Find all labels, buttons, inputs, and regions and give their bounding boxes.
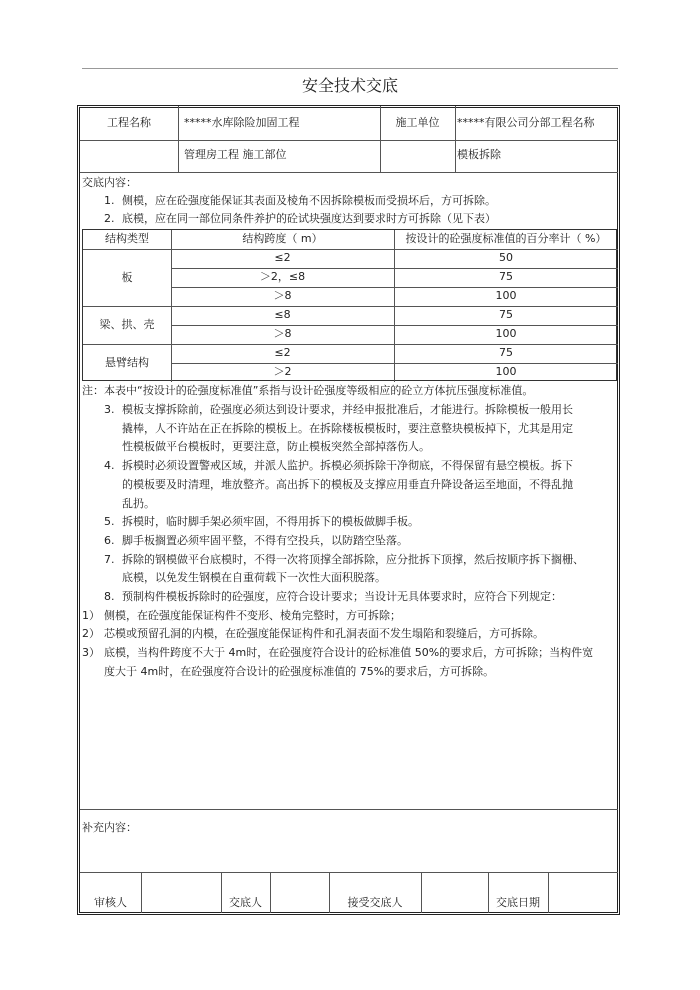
percent-cell: 100 [495,327,517,340]
span-cell: ≤2 [274,346,291,359]
subitem-number: 2） [82,627,100,641]
subitem-number: 1） [82,608,100,622]
divider [171,306,618,307]
item-text: 乱扔。 [122,496,155,510]
divider [171,344,618,345]
receiver-label: 接受交底人 [347,896,403,909]
top-rule [82,68,618,69]
table-header: 结构类型 [105,232,149,245]
table-note: 注：本表中“按设计的砼强度标准值”系指与设计砼强度等级相应的砼立方体抗压强度标准值。 [82,384,534,397]
divider [171,268,618,269]
item-text: 预制构件模板拆除时的砼强度，应符合设计要求；当设计无具体要求时，应符合下列规定： [122,590,562,603]
contractor: *****有限公司分部工程名称 [457,116,595,129]
divider [83,249,618,250]
item-text: 性模板做平台模板时，更要注意，防止模板突然全部掉落伤人。 [122,440,430,454]
item-text: 拆模时，临时脚手架必须牢固，不得用拆下的模板做脚手板。 [122,515,419,529]
content-label: 交底内容： [82,176,137,189]
item-text: 底模，以免发生钢模在自重荷载下一次性大面积脱落。 [122,571,386,585]
item-text: 底模，应在同一部位同条件养护的砼试块强度达到要求时方可拆除（见下表） [122,212,496,225]
divider [421,872,422,913]
divider [80,872,618,873]
supplement-label: 补充内容： [82,821,137,834]
percent-cell: 75 [499,346,513,359]
item-number: 1. [104,194,115,207]
subitem-text: 侧模，在砼强度能保证构件不变形、棱角完整时，方可拆除； [104,608,401,622]
divider [171,325,618,326]
project-name: *****水库除险加固工程 [184,116,300,129]
strength-table [82,229,617,381]
item-text: 脚手板搁置必须牢固平整，不得有空投兵，以防踏空坠落。 [122,533,408,547]
sub-project: 管理房工程 施工部位 [184,148,287,161]
item-number: 7. [104,552,115,566]
date-label: 交底日期 [496,896,540,909]
percent-cell: 100 [495,365,517,378]
location: 模板拆除 [457,148,501,161]
subitem-text: 底模，当构件跨度不大于 4m时，在砼强度符合设计的砼标准值 50%的要求后，方可拆除；当构件宽 [104,646,594,660]
project-name-label: 工程名称 [107,116,151,129]
percent-cell: 75 [499,270,513,283]
subitem-text: 度大于 4m时，在砼强度符合设计的砼强度标准值的 75%的要求后，方可拆除。 [104,664,495,678]
item-text: 侧模，应在砼强度能保证其表面及棱角不因拆除模板而受损坏后，方可拆除。 [122,194,496,207]
structure-type: 悬臂结构 [105,356,149,369]
divider [80,140,618,141]
span-cell: ≤2 [274,251,291,264]
percent-cell: 75 [499,308,513,321]
divider [178,106,179,172]
item-text: 拆除的钢模做平台底模时，不得一次将顶撑全部拆除，应分批拆下顶撑，然后按顺序拆下搁栅、 [122,552,584,566]
item-number: 3. [104,403,115,416]
item-text: 的模板要及时清理，堆放整齐。高出拆下的模板及支撑应用垂直升降设备运至地面，不得乱抛 [122,477,573,491]
divider [80,809,618,810]
page-title: 安全技术交底 [301,76,398,95]
span-cell: ＞2，≤8 [259,270,306,283]
reviewer-label: 审核人 [94,896,127,909]
percent-cell: 50 [499,251,513,264]
divider [171,363,618,364]
discloser-label: 交底人 [229,896,262,909]
span-cell: ＞8 [273,327,292,340]
divider [548,872,549,913]
item-text: 撬棒，人不许站在正在拆除的模板上。在拆除楼板模板时，要注意整块模板掉下，尤其是用定 [122,421,573,435]
structure-type: 梁、拱、壳 [99,318,155,331]
span-cell: ＞2 [273,365,292,378]
structure-type: 板 [121,270,133,284]
item-number: 2. [104,212,115,225]
span-cell: ≤8 [274,308,291,321]
table-header: 结构跨度（ m） [242,232,323,245]
item-text: 拆模时必须设置警戒区域，并派人监护。拆模必须拆除干净彻底，不得保留有悬空模板。拆下 [122,459,573,473]
table-header: 按设计的砼强度标准值的百分率计（ %） [405,232,607,245]
divider [171,287,618,288]
form-frame [77,105,620,915]
divider [270,872,271,913]
item-number: 8. [104,590,115,603]
divider [141,872,142,913]
span-cell: ＞8 [273,289,292,302]
percent-cell: 100 [495,289,517,302]
item-number: 5. [104,515,115,529]
item-text: 模板支撑拆除前，砼强度必须达到设计要求，并经申报批准后，才能进行。拆除模板一般用长 [122,403,573,416]
contractor-label: 施工单位 [395,116,440,129]
divider [80,172,618,173]
item-number: 6. [104,533,115,547]
subitem-number: 3） [82,646,100,660]
divider [455,106,456,172]
subitem-text: 芯模或预留孔洞的内模，在砼强度能保证构件和孔洞表面不发生塌陷和裂缝后，方可拆除。 [104,627,544,641]
item-number: 4. [104,459,115,473]
